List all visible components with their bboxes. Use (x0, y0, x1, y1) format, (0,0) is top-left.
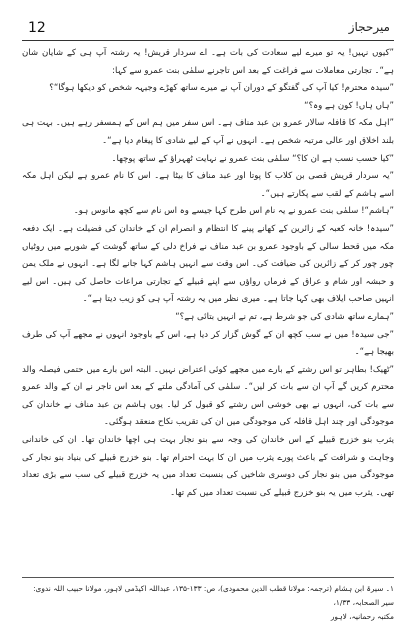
paragraph: ”جی سیدہ! میں نے سب کچھ ان کے گوش گزار کر دیا ہے، اس کے باوجود انہوں نے مجھے آپ کی طرف بھیجا ہے“۔ (22, 329, 394, 358)
page-number: 12 (28, 20, 46, 36)
paragraph: ”کیا حسب نسب ہے ان کا؟“ سلمٰی بنت عمرو نے نہایت ٹھہراؤ کے ساتھ پوچھا۔ (111, 153, 394, 164)
footnote: ۱۔ سیرۃ ابن ہشام (ترجمہ: مولانا قطب الدین محمودی)، ص: ۱۳۳-۱۳۵، عبداللہ اکیڈمی لاہور، مولانا حبیب اللہ ندوی: سیر الصحابہ، ۱/۳۳، (33, 584, 394, 607)
paragraph: ”سیدہ محترم! کیا آپ کی گفتگو کے دوران آپ نے میرے ساتھ کھڑے وجیہہ شخص کو دیکھا ہوگا“؟ (49, 83, 394, 94)
paragraph: ”سیدہ! خانہ کعبہ کے زائرین کے کھانے پینے کا انتظام و انصرام ان کے خاندان کی فضیلت ہے۔ ایک دفعہ مکہ میں قحط سالی کے باوجود عمرو بن عبد مناف نے فراخ دلی کے ساتھ گوشت کے شوربے میں روٹیاں چور چور کر کے زائرین کی ضیافت کی۔ اس وقت سے انہیں ہاشم کہا جانے لگا ہے۔ انہوں نے ملک یمن و حبشہ اور شام و عراق کے فرماں رواؤں سے اپنے قبیلے کے تجارتی مراعات حاصل کی ہیں۔ اس لیے انہیں صاحب ایلاف بھی کہا جاتا ہے۔ میری نظر میں یہ رشتہ آپ ہی کو زیب دیتا ہے“۔ (22, 223, 394, 305)
paragraph: ”اہل مکہ کا قافلہ سالار عمرو بن عبد مناف ہے۔ اس سفر میں ہم اس کے ہمسفر رہے ہیں۔ بہت ہی بلند اخلاق اور عالی مرتبہ شخص ہے۔ انہوں نے آپ کے لیے شادی کا پیغام دیا ہے“۔ (22, 118, 394, 146)
paragraph: ”کیوں نہیں! یہ تو میرے لیے سعادت کی بات ہے۔ اے سردار قریش! یہ رشتہ آپ ہی کے شایان شان ہے“۔ تجارتی معاملات سے فراغت کے بعد اس تاجرنے سلمٰی بنت عمرو سے کہا: (22, 48, 394, 76)
paragraph: ”ہاں ہاں! کون ہے وہ؟“ (304, 100, 394, 111)
paragraph: ”ٹھیک! بطاہر تو اس رشتے کے بارے میں مجھے کوئی اعتراض نہیں۔ البتہ اس بارے میں حتمی فیصلہ والد محترم کریں گے آپ ان سے بات کر لیں“۔ سلمٰی کی آمادگی ملتے کے بعد اس تاجر نے ان کے والد عمرو سے بات کی، انہوں نے بھی خوشی اس رشتے کو قبول کر لیا۔ یوں ہاشم بن عبد مناف نے خاندان کی موجودگی اور چند اہل قافلہ کی موجودگی میں ان کی تقریب نکاح منعقد ہوگئی۔ (22, 364, 394, 428)
footnote-divider (22, 577, 394, 578)
page-header (22, 16, 394, 40)
footnotes (22, 582, 394, 624)
header-divider (22, 40, 394, 41)
paragraph: یثرب بنو خزرج قبیلے کے اس خاندان کی وجہ سے بنو نجار بہت ہی اچھا خاندان تھا۔ ان کی خاندانی وجاہت و شرافت کے باعث پورے یثرب میں ان کا بہت احترام تھا۔ بنو خزرج قبیلے کی بنیاد بنو نجار کی موجودگی میں بنو نجار کی دوسری شاخیں کی بنسبت تعداد میں یہ خزرج قبیلے کی سب سے بڑی تعداد تھی۔ یثرب میں یہ بنو خزرج قبیلے کی نسبت تعداد میں کم تھا۔ (22, 435, 394, 498)
footnote: مکتبہ رحمانیہ، لاہور (330, 612, 394, 621)
paragraph: ”ہمارے ساتھ شادی کی جو شرط ہے، تم نے انہیں بتائی ہے؟“ (175, 311, 394, 322)
paragraph: ”ہاشم“! سلمٰی بنت عمرو نے یہ نام اس طرح کہا جیسے وہ اس نام سے کچھ مانوس ہو۔ (73, 206, 394, 217)
body-text (22, 45, 394, 575)
paragraph: ”یہ سردار قریش قصی بن کلاب کا پوتا اور عبد مناف کا بیٹا ہے۔ اس کا نام عمرو ہے لیکن اہل مکہ اسے ہاشم کے لقب سے پکارتے ہیں“۔ (22, 171, 394, 199)
running-title: میرحجاز (348, 20, 390, 34)
